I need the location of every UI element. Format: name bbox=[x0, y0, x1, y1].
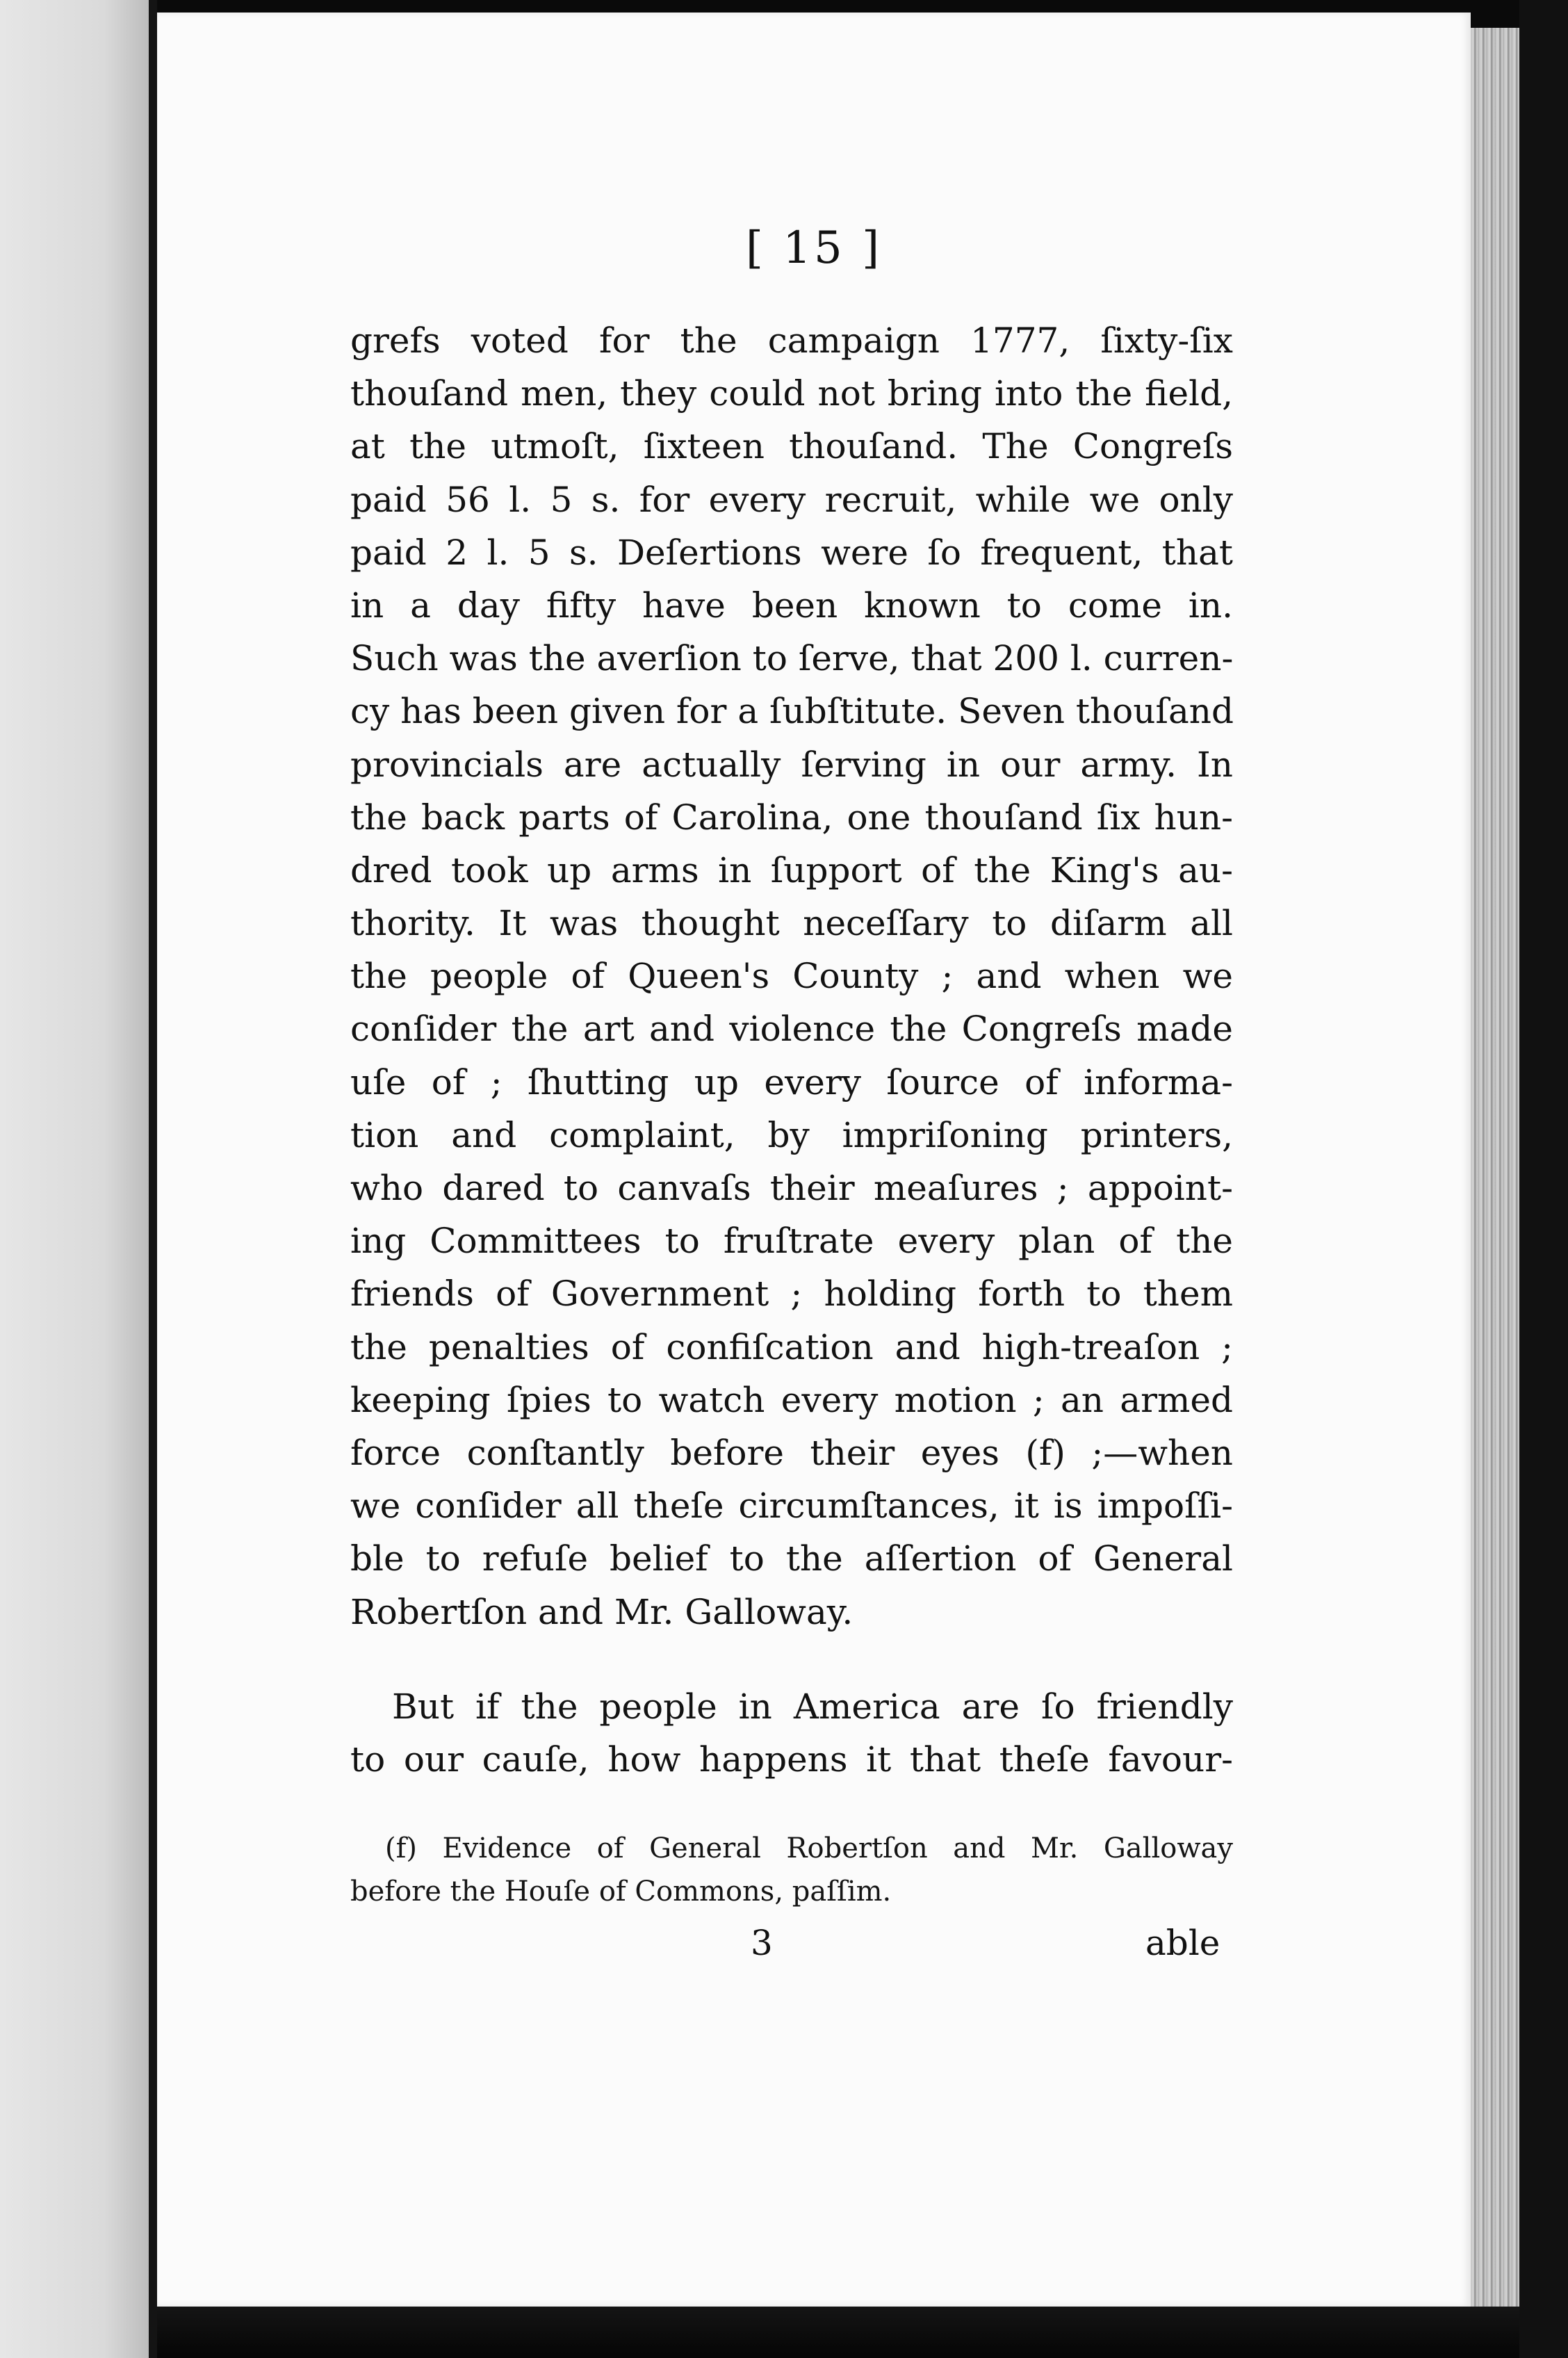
text-line: Robertſon and Mr. Galloway. bbox=[350, 1591, 854, 1632]
footnote-line: before the Houſe of Commons, paſſim. bbox=[350, 1876, 892, 1908]
text-line: tion and complaint, by impriſoning printers, bbox=[350, 1114, 1233, 1155]
body-text bbox=[350, 314, 1233, 1786]
text-line: conſider the art and violence the Congreſs made bbox=[350, 1009, 1233, 1050]
text-line: thouſand men, they could not bring into the field, bbox=[350, 373, 1233, 414]
facing-page-edge bbox=[0, 0, 149, 2358]
text-line: ble to refuſe belief to the aſſertion of General bbox=[350, 1538, 1233, 1579]
paragraph-gap bbox=[350, 1639, 1233, 1680]
text-line: Such was the averſion to ſerve, that 200 l. curren- bbox=[350, 638, 1234, 679]
footnote bbox=[350, 1827, 1233, 1913]
page-edge-stack bbox=[1471, 28, 1519, 2315]
text-line: to our cauſe, how happens it that theſe favour- bbox=[350, 1739, 1233, 1780]
text-line: grefs voted for the campaign 1777, ſixty-ſix bbox=[350, 320, 1233, 361]
text-line: uſe of ; ſhutting up every ſource of informa- bbox=[350, 1062, 1233, 1103]
text-line: at the utmoſt, ſixteen thouſand. The Congreſs bbox=[350, 426, 1233, 467]
text-line: cy has been given for a ſubſtitute. Seven thouſand bbox=[350, 691, 1234, 732]
text-line: in a day fifty have been known to come in. bbox=[350, 585, 1233, 626]
text-line: force conſtantly before their eyes (f) ;—when bbox=[350, 1432, 1233, 1473]
text-line: we conſider all theſe circumſtances, it is impoſſi- bbox=[350, 1486, 1233, 1527]
signature-mark: 3 bbox=[751, 1923, 773, 1963]
text-line: keeping ſpies to watch every motion ; an armed bbox=[350, 1379, 1233, 1420]
footnote-line: (f) Evidence of General Robertſon and Mr. Galloway bbox=[385, 1832, 1233, 1864]
gutter-shadow bbox=[149, 0, 157, 2358]
text-line: dred took up arms in ſupport of the King's au- bbox=[350, 849, 1233, 891]
text-line: provincials are actually ſerving in our army. In bbox=[350, 744, 1233, 785]
text-line: But if the people in America are ſo friendly bbox=[392, 1686, 1233, 1727]
text-line: paid 56 l. 5 s. for every recruit, while we only bbox=[350, 479, 1233, 520]
text-line: thority. It was thought neceſſary to diſarm all bbox=[350, 903, 1233, 944]
text-line: the penalties of confiſcation and high-treaſon ; bbox=[350, 1326, 1233, 1367]
text-line: friends of Government ; holding forth to them bbox=[350, 1274, 1233, 1315]
page-number-header: [ 15 ] bbox=[745, 222, 883, 274]
text-line: the back parts of Carolina, one thouſand ſix hun- bbox=[350, 797, 1233, 838]
scan-background-right bbox=[1519, 0, 1568, 2358]
text-line: ing Committees to fruſtrate every plan of the bbox=[350, 1221, 1233, 1262]
text-line: who dared to canvaſs their meaſures ; appoint- bbox=[350, 1168, 1233, 1208]
text-line: paid 2 l. 5 s. Deſertions were ſo frequent, that bbox=[350, 532, 1233, 573]
catchword: able bbox=[1145, 1923, 1220, 1963]
text-line: the people of Queen's County ; and when we bbox=[350, 956, 1233, 997]
scan-background-bottom bbox=[157, 2307, 1519, 2358]
